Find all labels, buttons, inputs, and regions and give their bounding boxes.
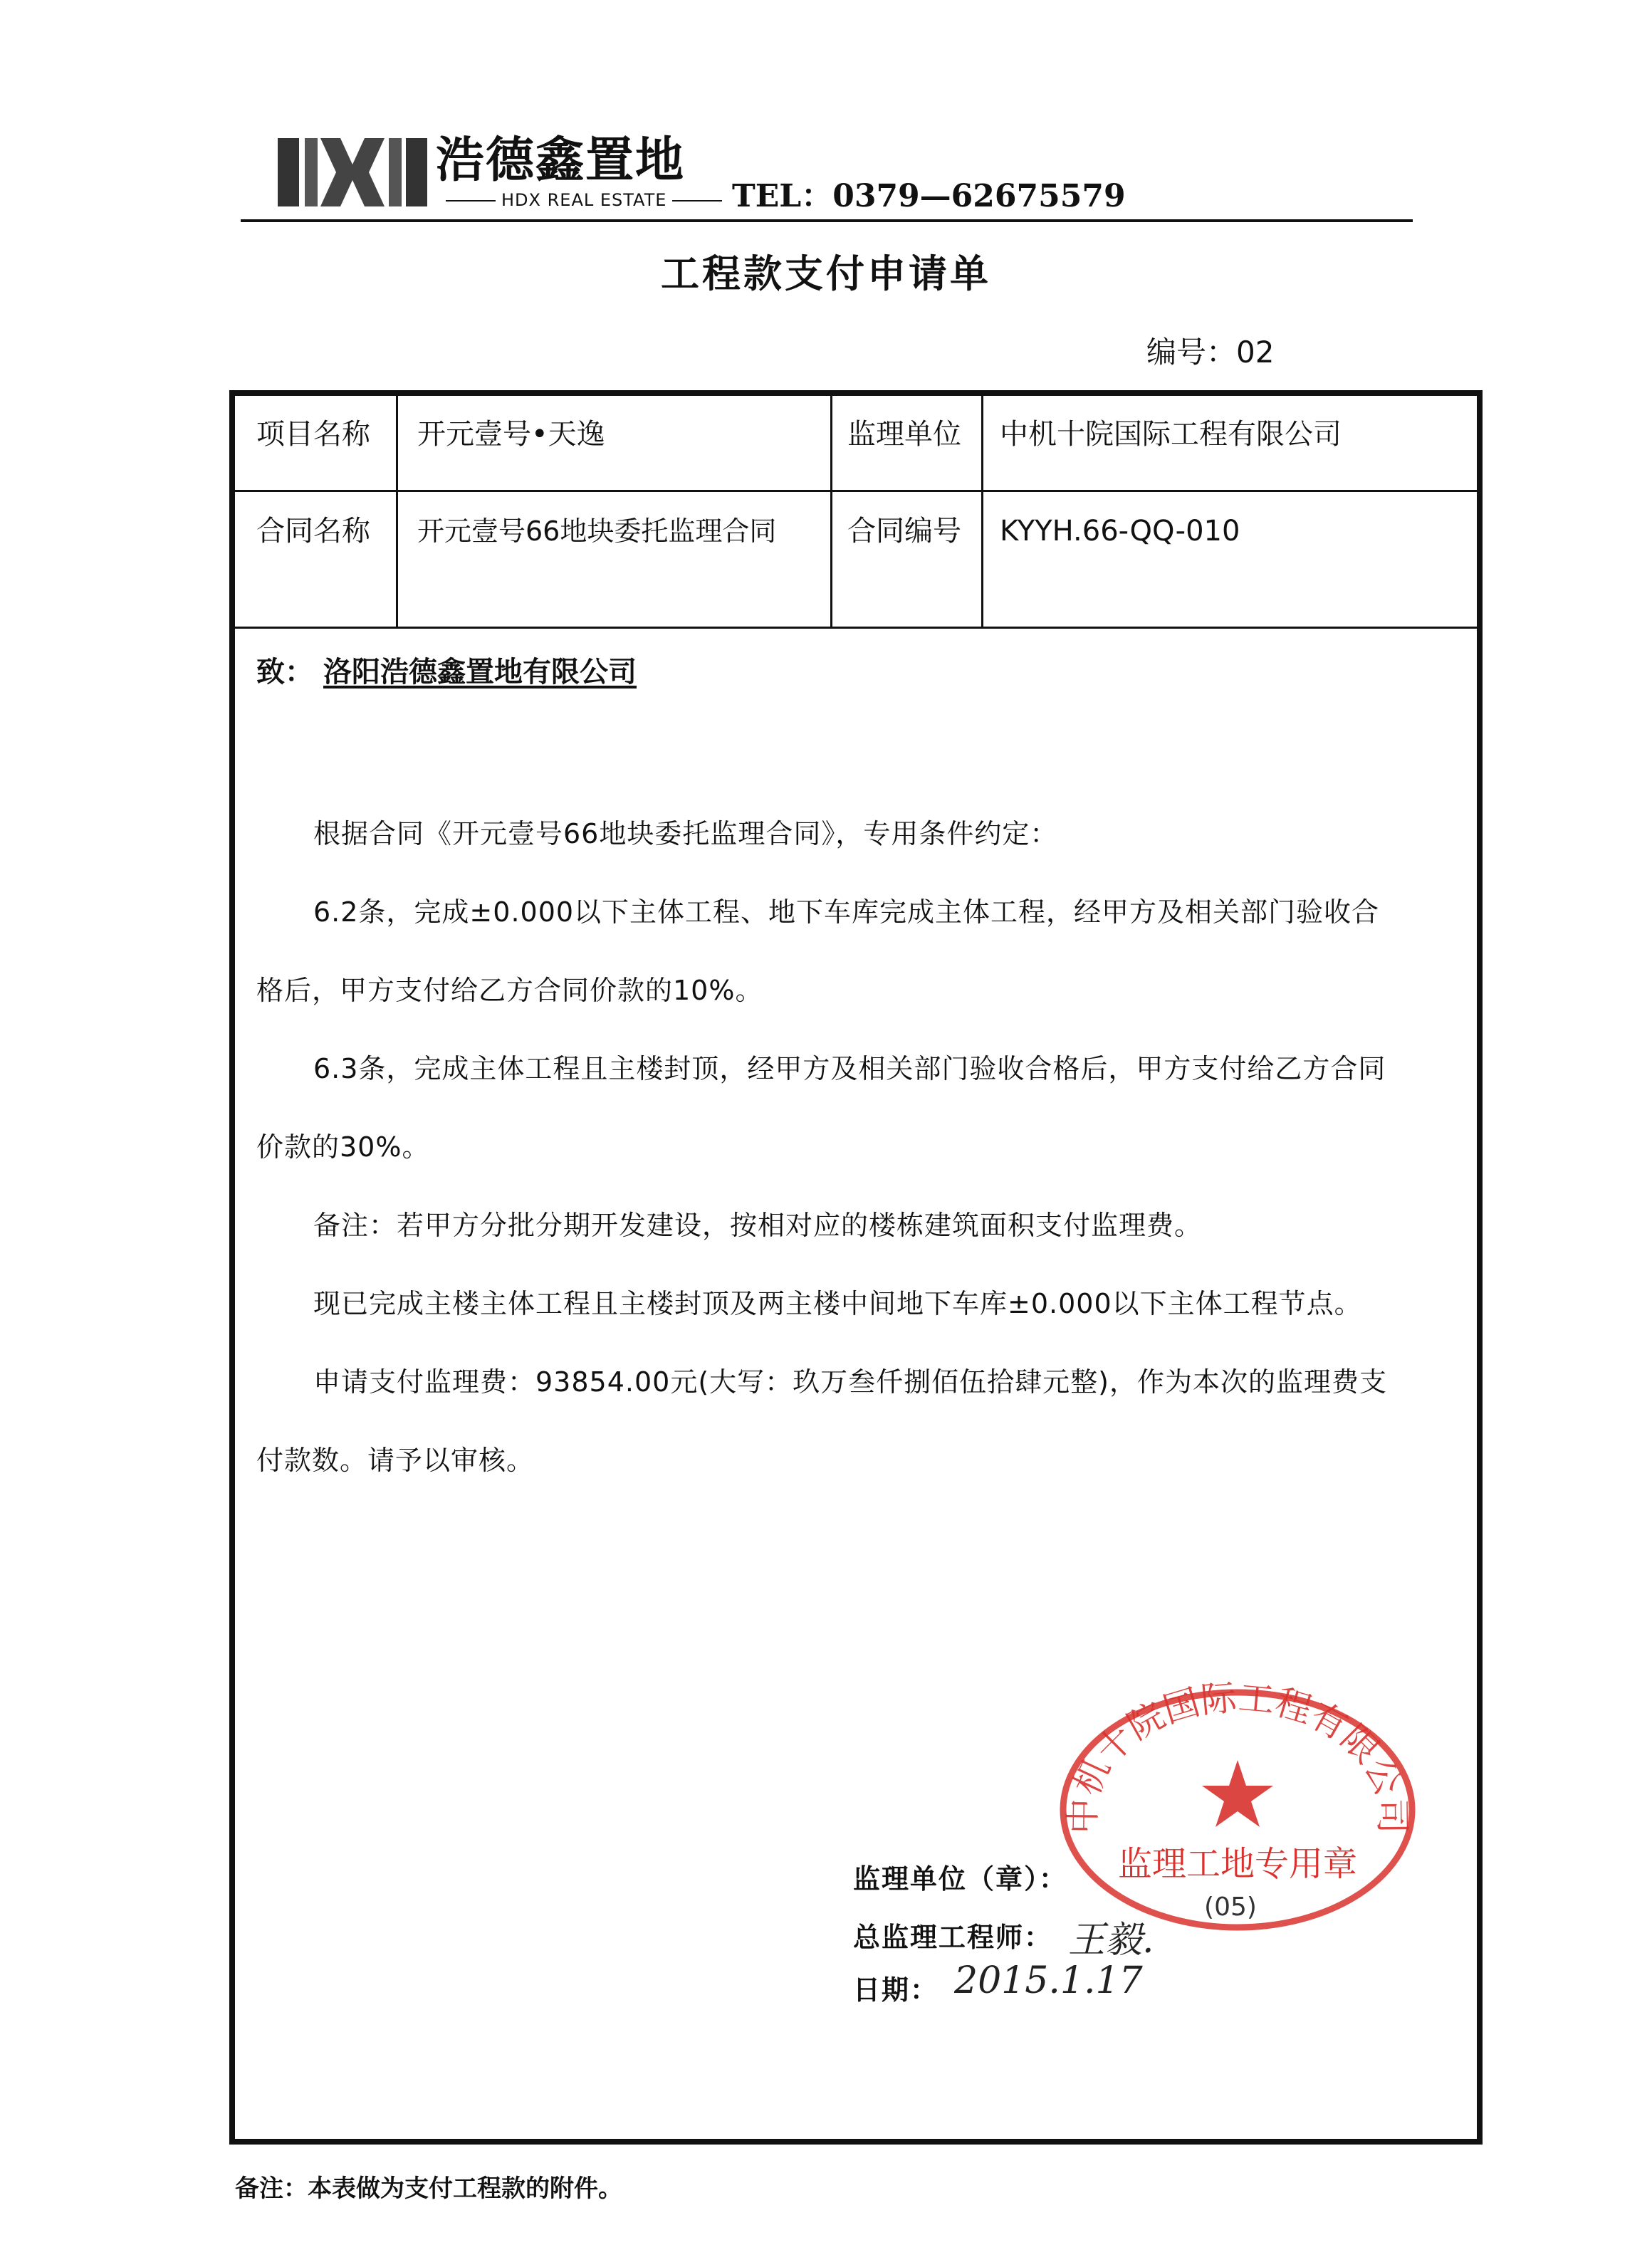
brand-name: 浩德鑫置地: [436, 132, 686, 189]
stamp-code: (05): [1204, 1892, 1257, 1922]
footnote: 备注：本表做为支付工程款的附件。: [235, 2174, 622, 2203]
table-col-divider: [396, 394, 398, 628]
paragraph-remark: 备注：若甲方分批分期开发建设，按相对应的楼栋建筑面积支付监理费。: [313, 1210, 1203, 1241]
contract-number-value: KYYH.66-QQ-010: [1000, 515, 1240, 548]
chief-engineer-label: 总监理工程师：: [853, 1922, 1053, 1953]
paragraph-request: 申请支付监理费：93854.00元(大写：玖万叁仟捌佰伍拾肆元整)，作为本次的监理费支: [313, 1366, 1387, 1398]
date-label: 日期：: [853, 1974, 939, 2006]
project-name-value: 开元壹号•天逸: [417, 418, 605, 451]
table-col-divider: [830, 394, 832, 628]
contract-number-label: 合同编号: [847, 515, 961, 548]
paragraph-clause-6-2-cont: 格后，甲方支付给乙方合同价款的10%。: [256, 975, 763, 1006]
telephone: TEL：0379—62675579: [732, 178, 1126, 214]
paragraph-request-cont: 付款数。请予以审核。: [256, 1445, 535, 1476]
stamp-outer-text: 中机十院国际工程有限公司: [1062, 1677, 1413, 1834]
header-divider: [241, 219, 1413, 222]
date-value: 2015.1.17: [954, 1959, 1143, 2002]
paragraph-contract: 根据合同《开元壹号66地块委托监理合同》，专用条件约定：: [313, 818, 1058, 849]
table-row-divider: [232, 490, 1480, 492]
paragraph-clause-6-3-cont: 价款的30%。: [256, 1131, 430, 1163]
brand-english: HDX REAL ESTATE: [440, 189, 728, 211]
seal-stamp: [1052, 1675, 1423, 1931]
paragraph-progress: 现已完成主楼主体工程且主楼封顶及两主楼中间地下车库±0.000以下主体工程节点。: [313, 1288, 1362, 1319]
contract-name-value: 开元壹号66地块委托监理合同: [417, 515, 777, 547]
table-bottom-divider: [232, 627, 1480, 629]
stamp-inner-text: 监理工地专用章: [1117, 1844, 1358, 1884]
supervisor-unit-label: 监理单位（章）：: [853, 1863, 1068, 1895]
table-col-divider: [981, 394, 983, 628]
addressee-company: 洛阳浩德鑫置地有限公司: [323, 656, 637, 689]
document-title: 工程款支付申请单: [661, 251, 991, 296]
engineer-signature: 王毅.: [1068, 1919, 1154, 1962]
document-number: 编号：02: [1146, 335, 1275, 370]
supervisor-value: 中机十院国际工程有限公司: [1000, 418, 1342, 451]
company-logo: [278, 135, 427, 209]
paragraph-clause-6-2: 6.2条，完成±0.000以下主体工程、地下车库完成主体工程，经甲方及相关部门验收合: [313, 896, 1380, 928]
contract-name-label: 合同名称: [256, 515, 370, 548]
paragraph-clause-6-3: 6.3条，完成主体工程且主楼封顶，经甲方及相关部门验收合格后，甲方支付给乙方合同: [313, 1053, 1386, 1084]
addressee: 致： 洛阳浩德鑫置地有限公司: [256, 656, 637, 689]
project-name-label: 项目名称: [256, 418, 370, 451]
supervisor-label: 监理单位: [847, 418, 961, 451]
